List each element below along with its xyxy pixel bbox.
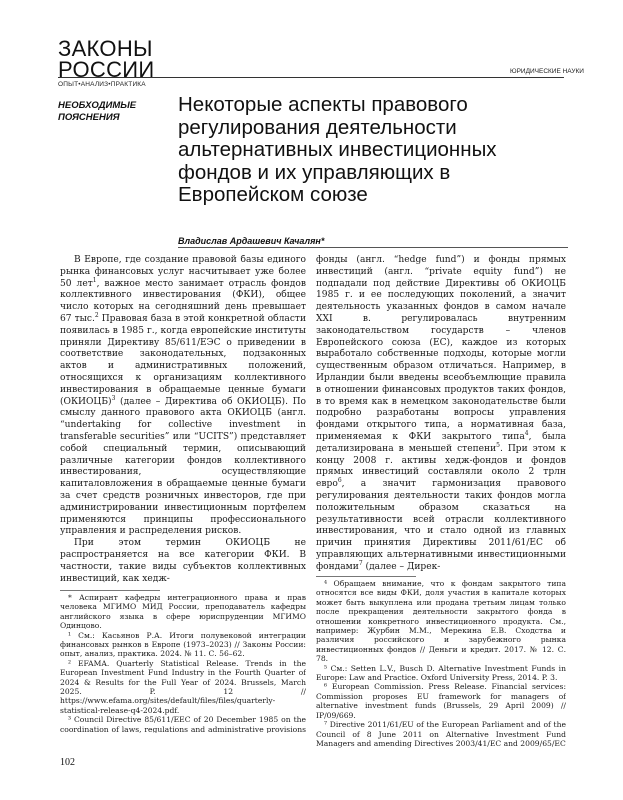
journal-title-line1: ЗАКОНЫ <box>58 38 155 59</box>
footnote: * Аспирант кафедры интеграционного права и прав человека МГИМО МИД России, преподаватель кафедры английского языка в сфере юриспруденции МГИМО Одинцово. <box>60 593 306 631</box>
footnotes-left <box>60 593 306 733</box>
section-label: НЕОБХОДИМЫЕ ПОЯСНЕНИЯ <box>58 100 148 124</box>
journal-title <box>58 38 155 80</box>
body-paragraph: В Европе, где создание правовой базы единого рынка финансовых услуг насчитывает уже более 50 лет1, важное место занимает отрасль фондов коллективного инвестирования (ФКИ), общее число которых на сегодняшний день превышает 67 тыс.2 Правовая база в этой конкретной области появилась в 1985 г., когда европейские институты приняли Директиву 85/611/ЕЭС о приведении в соответствие законодательных, подзаконных актов и административных положений, относящихся к организациям коллективного инвестирования в обращаемые ценные бумаги (ОКИОЦБ)3 (далее – Директива об ОКИОЦБ). По смыслу данного правового акта ОКИОЦБ (англ. “undertaking for collective investment in transferable securities” или “UCITS”) представляет собой специальный термин, описывающий различные категории фондов коллективного инвестирования, осуществляющие капиталовложения в обращаемые ценные бумаги за счет средств розничных инвесторов, где при администрировании инвестиционным портфелем применяются принципы профессионального управления и распределения рисков. <box>60 255 306 538</box>
footnote: ⁴ Обращаем внимание, что к фондам закрытого типа относятся все виды ФКИ, доля участия в капитале которых может быть выкуплена или продана третьим лицам только после прекращения деятельности закрытого фонда в отношении конкретного инвестиционного продукта. См., например: Журбин М.М., Мерекина Е.В. Сходства и различия российского и зарубежного рынка инвестиционных фондов // Деньги и кредит. 2017. № 12. С. 78. <box>316 579 566 664</box>
author-rule <box>178 247 568 248</box>
footnote: ¹ См.: Касьянов Р.А. Итоги полувековой интеграции финансовых рынков в Европе (1973–2023) // Законы России: опыт, анализ, практика. 2024. № 11. С. 56–62. <box>60 631 306 659</box>
page-number: 102 <box>60 757 75 768</box>
article-author: Владислав Ардашевич Качалян* <box>178 236 324 246</box>
header-rule <box>58 77 564 78</box>
footnote: ³ Council Directive 85/611/EEC of 20 December 1985 on the coordination of laws, regulations and administrative provisions <box>60 715 306 733</box>
footnotes-right <box>316 579 566 779</box>
footnote: ⁷ Directive 2011/61/EU of the European Parliament and of the Council of 8 June 2011 on Alternative Investment Fund Managers and amending Directives 2003/41/EC and 2009/65/EC <box>316 720 566 748</box>
footnote: ⁶ European Commission. Press Release. Financial services: Commission proposes EU framework for managers of alternative investment funds (Brussels, 29 April 2009) // IP/09/669. <box>316 682 566 720</box>
body-left-column <box>60 255 306 585</box>
body-paragraph: фонды (англ. “hedge fund”) и фонды прямых инвестиций (англ. “private equity fund”) не подпадали под действие Директивы об ОКИОЦБ 1985 г. и ее последующих поколений, а значит деятельность указанных фондов в самом начале XXI в. регулировалась внутренним законодательством государств – членов Европейского союза (ЕС), каждое из которых выработало собственные подходы, которые могли существенным образом отличаться. Например, в Ирландии были введены всеобъемлющие правила в отношении финансовых продуктов таких фондов, в то время как в немецком законодательстве были подробно разработаны вопросы управления фондами открытого типа, а нормативная база, применяемая к ФКИ закрытого типа4, была детализирована в меньшей степени5. При этом к концу 2008 г. активы хедж-фондов и фондов прямых инвестиций составляли около 2 трлн евро6, а значит гармонизация правового регулирования деятельности таких фондов могла положительным образом сказаться на результативности всей отрасли коллективного инвестирования, что и стало одной из главных причин принятия Директивы 2011/61/ЕС об управляющих альтернативными инвестиционными фондами7 (далее – Дирек- <box>316 255 566 571</box>
rubric-label: ЮРИДИЧЕСКИЕ НАУКИ <box>510 68 584 75</box>
footnote: ⁵ См.: Setten L.V., Busch D. Alternative Investment Funds in Europe: Law and Practice. Oxford University Press, 2014. P. 3. <box>316 664 566 683</box>
body-right-column <box>316 255 566 571</box>
footnote-rule-left <box>60 590 160 591</box>
footnote: ² EFAMA. Quarterly Statistical Release. Trends in the European Investment Fund Industry in the Fourth Quarter of 2024 & Results for the Full Year of 2024. Brussels, March 2025. P. 12 // https://www.efama.org/sites/default/files/files/quarterly-statistical-release-q4-2024.pdf. <box>60 659 306 715</box>
journal-title-line2: РОССИИ <box>58 59 155 80</box>
article-title: Некоторые аспекты правового регулирования деятельности альтернативных инвестиционных фондов и их управляющих в Европейском союзе <box>178 94 568 207</box>
body-paragraph: При этом термин ОКИОЦБ не распространяется на все категории ФКИ. В частности, такие виды субъектов коллективных инвестиций, как хедж- <box>60 538 306 585</box>
journal-subtitle: ОПЫТ•АНАЛИЗ•ПРАКТИКА <box>58 81 146 88</box>
footnote-rule-right <box>316 576 416 577</box>
